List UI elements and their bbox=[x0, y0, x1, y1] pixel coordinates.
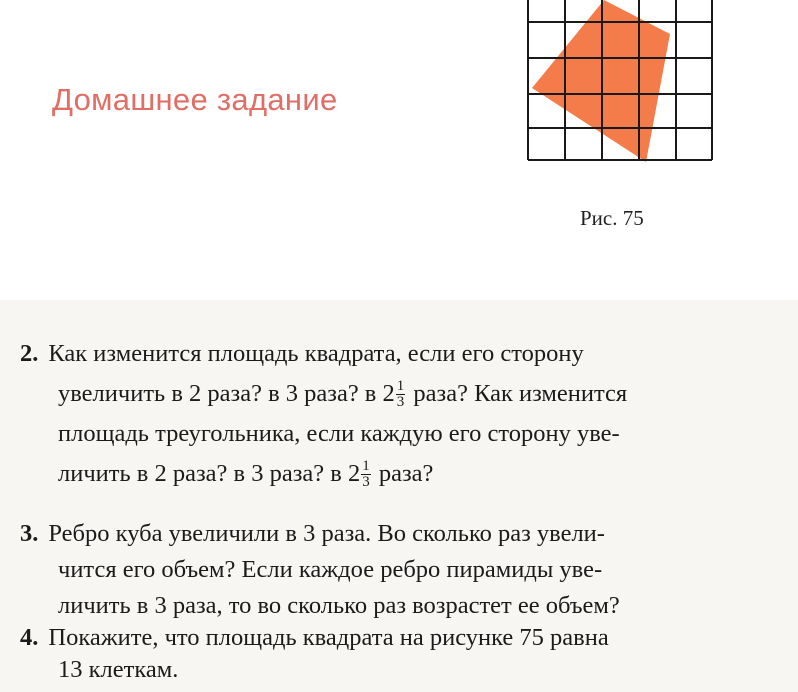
task-3 bbox=[20, 516, 772, 624]
task-text: Покажите, что площадь квадрата на рисунке 75 равна bbox=[48, 624, 609, 651]
task-text: личить в 2 раза? в 3 раза? в 2 bbox=[58, 460, 361, 487]
fraction-numerator: 1 bbox=[396, 377, 405, 394]
grid-figure bbox=[520, 0, 720, 162]
task-text: чится его объем? Если каждое ребро пирамиды уве- bbox=[58, 556, 603, 583]
fraction-numerator: 1 bbox=[362, 457, 370, 474]
task-line bbox=[20, 414, 772, 454]
task-number: 3. bbox=[20, 520, 39, 547]
task-text: личить в 3 раза, то во сколько раз возрастет ее объем? bbox=[58, 592, 620, 619]
fraction bbox=[361, 459, 371, 490]
task-text: раза? Как изменится bbox=[413, 380, 628, 407]
task-number: 2. bbox=[20, 340, 39, 367]
task-text: увеличить в 2 раза? в 3 раза? в 2 bbox=[58, 380, 395, 407]
task-line bbox=[20, 516, 772, 552]
task-4 bbox=[20, 622, 772, 686]
task-line bbox=[20, 654, 772, 686]
fraction bbox=[396, 379, 406, 410]
page-title: Домашнее задание bbox=[52, 82, 338, 117]
task-line bbox=[20, 552, 772, 588]
task-line bbox=[20, 622, 772, 654]
task-line bbox=[20, 334, 772, 374]
task-text: Ребро куба увеличили в 3 раза. Во сколько раз увели- bbox=[48, 520, 605, 547]
fraction-denominator: 3 bbox=[396, 393, 405, 410]
task-text: площадь треугольника, если каждую его сторону уве- bbox=[58, 420, 620, 447]
task-line bbox=[20, 374, 772, 414]
task-text: раза? bbox=[378, 460, 434, 487]
task-2 bbox=[20, 334, 772, 494]
figure-caption: Рис. 75 bbox=[580, 206, 644, 230]
task-line bbox=[20, 588, 772, 624]
task-number: 4. bbox=[20, 624, 39, 651]
task-text: Как изменится площадь квадрата, если его сторону bbox=[48, 340, 584, 367]
task-text: 13 клеткам. bbox=[58, 656, 179, 683]
fraction-denominator: 3 bbox=[362, 473, 370, 490]
task-line bbox=[20, 454, 772, 494]
